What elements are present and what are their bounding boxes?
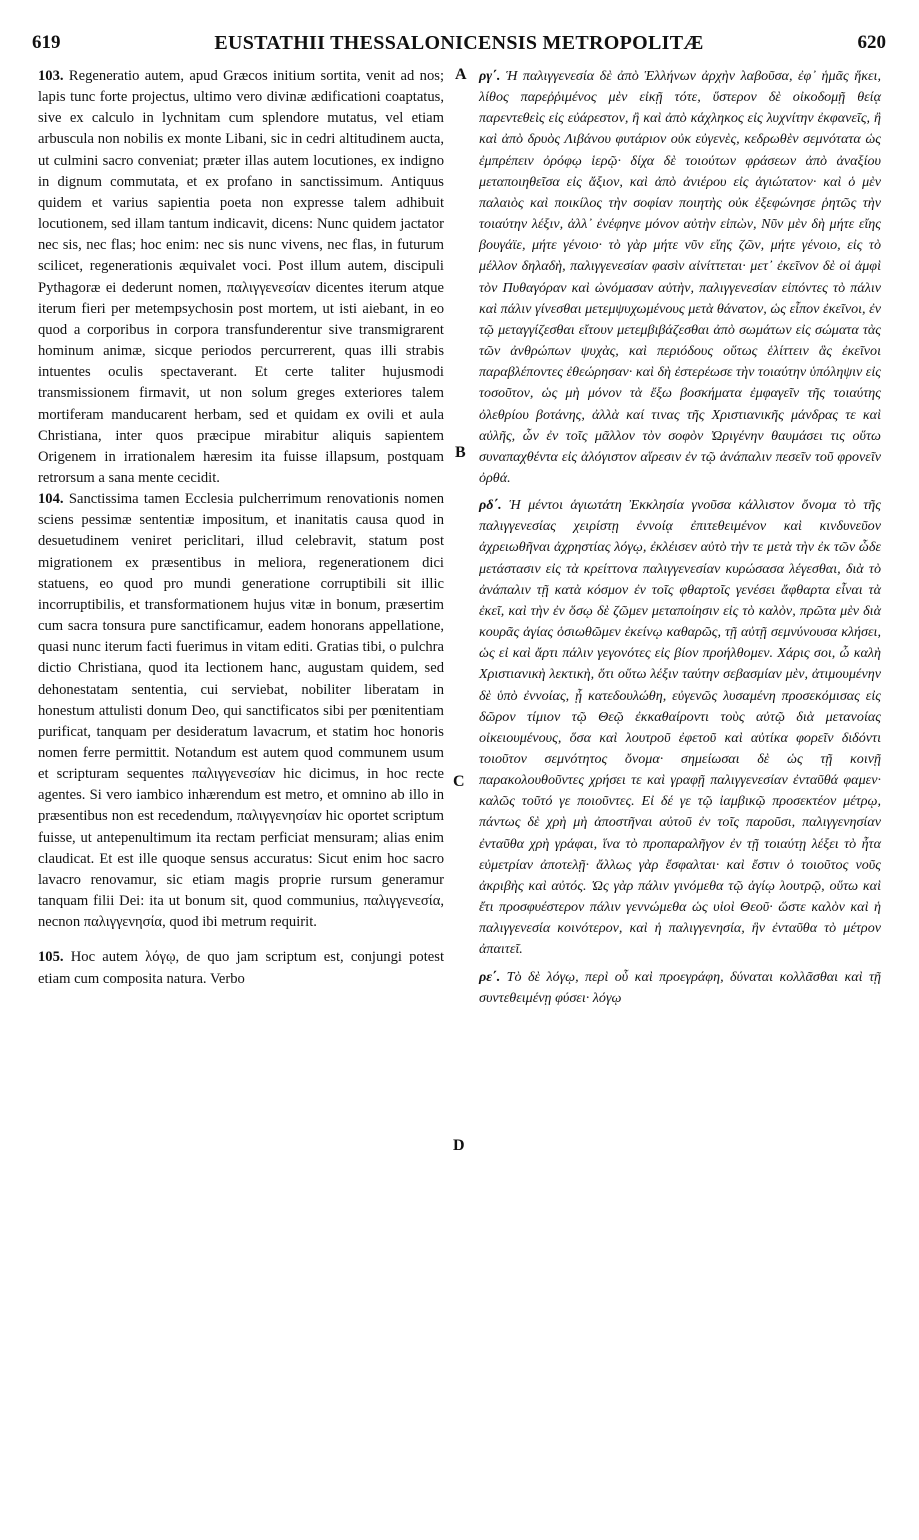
section-number: ρε΄. [479, 968, 501, 985]
greek-column [479, 66, 881, 1009]
section-number: ρδ΄. [479, 497, 502, 514]
greek-section-105 [479, 967, 881, 1009]
latin-section-103 [38, 66, 444, 489]
latin-section-105 [38, 947, 444, 989]
greek-section-103 [479, 66, 881, 489]
page-header [30, 32, 888, 60]
section-text: Regeneratio autem, apud Græcos initium sortita, venit ad nos; lapis tunc forte projectus, ultimo vero divinæ ædificationi coaptatus, sive ex calculo in lychnitam cum splendore mutatus, vel etiam arbuscula non nobilis ex monte Libani, sic in cedri altitudinem aucta, ut culmini sacro conveniat; præter illas autem locutiones, ex indigno in dignum commutata, et ex profano in sanctissimum. Antiquus quidem et varius sapientia poeta non expresse talem adhibuit locutionem, sed illam tantum indicavit, dicens: Nunc quidem jactator nec sis, nec flas; hoc enim: nec sis nunc vivens, nec flas, in futurum scilicet, regenerationis æquivalet voci. Post illum autem, discipuli Pythagoræ ei dederunt nomen, παλιγγενεσίαν dicentes iterum atque iterum fieri per metempsychosin post mortem, ut isti aiebant, in eo quod a corporibus in corpora transfunderentur sive transmigrarent hominum animæ, sicque periodos percurrerent, quas illi strabis intuentes oculis spectaverant. Et certe taliter hujusmodi transmissionem firmavit, ut non solum greges exteriores talem mortiferam manducarent herbam, sed et quidam ex ovili et aula Christiana, inter quos præcipue mirabitur aliquis sapientem Origenem in irrationalem hæresim ita fuisse illapsum, postquam retrorsum a sana mente cecidit. [38, 68, 444, 486]
column-marker-d: D [453, 1137, 465, 1154]
section-text: Ἡ μέντοι ἁγιωτάτη Ἐκκλησία γνοῦσα κάλλιστον ὄνομα τὸ τῆς παλιγγενεσίας χειρίστῃ ἐννοίᾳ ἐπιτεθειμένον καὶ κινδυνεῦον ἀχρειωθῆναι ἀχρηστίας λόγῳ, ἐκλέισεν αὐτὸ τὴν τε μετὰ τὴν ἐκ τῶν ὧδε μετάστασιν εἰς τὰ κρείττονα παλιγγενεσίαν κυρώσασα λέγεσθαι, διὰ τὸ ἀνάπαλιν τῇ κατὰ κόσμον ἐν τοῖς φθαρτοῖς γενέσει ἄφθαρτα εἶναι τὰ ἐκεῖ, καὶ τὴν ἐν ὅσῳ δὲ ζῶμεν μεταποίησιν εἰς τὸ καλὸν, πρῶτα μὲν διὰ κουρᾶς ἁγίας ὁσιωθῶμεν ἐκείνῳ καθαρῶς, τῇ αὐτῇ σεμνύνουσα κλήσει, ὡς εἰ καὶ ἄρτι πάλιν γεγονότες εἰς βίον προήλθομεν. Χάρις σοι, ὦ καλὴ Χριστιανικὴ λεκτικὴ, ὅτι οὕτω λέξιν ταύτην σεβασμίαν μὲν, ἀτιμουμένην δὲ ὑπὸ ἐννοίας, ᾗ κατεδουλώθη, εὐγενῶς λυσαμένη προσεκόμισας εἰς δῶρον τίμιον τῷ Θεῷ ἐκκαθαίροντι τοὺς αὐτῷ διὰ μετανοίας οἰκειουμένους, ὅσα καὶ λουτροῦ ἐφετοῦ καὶ αὐτίκα φορεῖν διδόντι τοιοῦτον σεμνότητος ὄνομα· σημείωσαι δὲ ὡς τῇ κοινῇ παρακολουθοῦντες χρήσει τε καὶ γραφῇ παλιγγενεσίαν ἐνταῦθά φαμεν· καλῶς τοῦτό γε ποιοῦντες. Εἰ δέ γε τῷ ἰαμβικῷ προσεκτέον μέτρῳ, πάντως δὲ χρὴ μὴ ἀποστῆναι αὐτοῦ ἐν τοῖς παροῦσι, παλιγγενησίαν ἐνταῦθα χρὴ γράφαι, ἵνα τὸ προπαραλῆγον ἐν τῇ τοιαύτῃ λέξει τὸ ἦτα εὐμετρίαν ἀποτελῇ· ἄλλως γὰρ ἔσφαλται· καὶ ἔστιν ὁ τοιοῦτος νοῦς ἀκριβὴς καὶ αὐτός. Ὡς γὰρ πάλιν γινόμεθα τῷ ἁγίῳ λουτρῷ, οὕτω καὶ ἔτι προσφυέστερον πάλιν γεννώμεθα ὡς υἱοὶ Θεοῦ· ὥστε καλὸν καὶ ἡ παλιγγενεσία κοινότερον, καὶ ἡ παλιγγενησία, ἣν ἐνταῦθα τὸ μέτρον ἀπαιτεῖ. [479, 497, 881, 958]
running-title: EUSTATHII THESSALONICENSIS METROPOLITÆ [214, 32, 704, 54]
section-text: Τὸ δὲ λόγῳ, περὶ οὗ καὶ προεγράφη, δύναται κολλᾶσθαι καὶ τῇ συντεθειμένῃ φύσει· λόγῳ [479, 968, 881, 1006]
section-number: 104. [38, 491, 64, 508]
section-text: Hoc autem λόγῳ, de quo jam scriptum est, conjungi potest etiam cum composita natura. Verbo [38, 949, 444, 987]
column-marker-c: C [453, 773, 465, 790]
page-number-right: 620 [857, 32, 886, 53]
page-number-left: 619 [32, 32, 61, 53]
section-number: 103. [38, 68, 64, 84]
column-marker-b: B [455, 444, 466, 461]
latin-column [38, 66, 444, 990]
section-number: ργ΄. [479, 68, 501, 84]
section-text: Ἡ παλιγγενεσία δὲ ἀπὸ Ἑλλήνων ἀρχὴν λαβοῦσα, ἐφ᾽ ἡμᾶς ἥκει, λίθος παρεῤῥιμένος μὲν εἰκῇ τότε, ὕστερον δὲ οἰκοδομῇ θείᾳ παρεντεθεὶς εἰς εὐάρεστον, ἢ καὶ ἀπὸ κάχληκος εἰς λυχνίτην ἐκφανεῖς, ἢ καὶ ἀπὸ δρυὸς Λιβάνου φυτάριον οὐκ εὐγενὲς, κεδρωθὲν σεμνότατα ὡς ἐμπρέπειν ὀρόφῳ ἱερῷ· δίχα δὲ τοιούτων φράσεων ἀπὸ ἀναξίου μεταποιηθεῖσα εἰς ἄξιον, καὶ ἀπὸ ἀνιέρου εἰς ἁγιώτατον· καὶ ὁ μὲν παλαιὸς καὶ ποικίλος τὴν σοφίαν ποιητὴς οὐκ ἐξεφώνησε ῥητῶς τὴν τοιαύτην λέξιν, ἀλλ᾽ ἐνέφηνε μόνον αὐτὴν εἰπὼν, Νῦν μὲν δὴ μήτε εἴης βουγάϊε, μήτε γένοιο· τὸ γὰρ μήτε νῦν εἴης ζῶν, μήτε γένοιο, εἰς τὸ μέλλον δηλαδὴ, παλιγγενεσίαν φασὶν αἰνίττεται· μετ᾽ ἐκεῖνον δὲ οἱ ἀμφὶ τὸν Πυθαγόραν καὶ ὠνόμασαν αὐτὴν, παλιγγενεσίαν εἰπόντες τὸ πάλιν καὶ πάλιν γίνεσθαι μετεμψυχωμένους μετὰ θάνατον, ὡς εἶπον ἐκεῖνοι, ἐν τῷ μεταγγίζεσθαι εἴτουν μετεμβιβάζεσθαι ἀπὸ σωμάτων εἰς σώματα τὰς τῶν ἀνθρώπων ψυχὰς, καὶ περιόδους οὕτως ἑλίττειν ἃς ἐκεῖνοι παραβλέποντες ἐθεώρησαν· καὶ δὴ ἐστερέωσε τὴν τοιαύτην ὑπόληψιν εἰς τοσοῦτον, ὡς μὴ μόνον τὰ ἔξω βοσκήματα ἐμφαγεῖν τῆς τοιαύτης ὀλεθρίου βοτάνης, ἀλλὰ καί τινας τῆς Χριστιανικῆς μάνδρας τε καὶ αὐλῆς, ὧν ἐν τοῖς μᾶλλον τὸν σοφὸν Ὠριγένην θαυμάσει τις οὕτω συναπαχθέντα εἰς ἀλόγιστον αἵρεσιν ἐν τῷ ἀνάπαλιν πεσεῖν τοῦ φρονεῖν ὀρθά. [479, 68, 881, 486]
latin-section-104 [38, 489, 444, 933]
column-marker-a: A [455, 66, 467, 83]
section-text: Sanctissima tamen Ecclesia pulcherrimum renovationis nomen sciens pessimæ sententiæ impositum, et inanitatis causa quod in desuetudinem veniret periclitari, illud celebravit, statum post migrationem ex præsentibus in meliora, regenerationem dici statuens, eo quod pro mundi generatione corruptibili sit illic incorruptibilis, et transformationem hujus vitæ in bonum, præsertim cum sacra tonsura pure sanctificamur, eadem honorans appellatione, quasi nunc iterum facti fuerimus in vitam editi. Gratias tibi, o pulchra dictio Christiana, quod ita lectionem hanc, augustam quidem, sed dehonestatam sententia, cui serviebat, nobiliter liberatam in honestum attulisti donum Deo, qui sanctificatos sibi per pœnitentiam purificat, tanquam per desideratum lavacrum, et statim hoc honoris nomen ferre permittit. Notandum est autem quod communem usum et scripturam sequentes παλιγγενεσίαν hic dicimus, in hoc recte agentes. Si vero iambico inhærendum est metro, et omnino ab illo in præsentibus non est recedendum, παλιγγενησίαν hic oportet scriptum fuisse, ut antepenultimum ita rectam perficiat mensuram; alias enim claudicat. Et est ille quoque sensus accuratus: Sicut enim hoc sacro lavacro renovamur, sic etiam magis proprie rursum generamur tanquam filii Dei: ita ut bonum sit, quod communius, παλιγγενεσία, necnon παλιγγενησία, quod ibi metrum requirit. [38, 491, 444, 931]
section-number: 105. [38, 949, 64, 966]
greek-section-104 [479, 495, 881, 960]
